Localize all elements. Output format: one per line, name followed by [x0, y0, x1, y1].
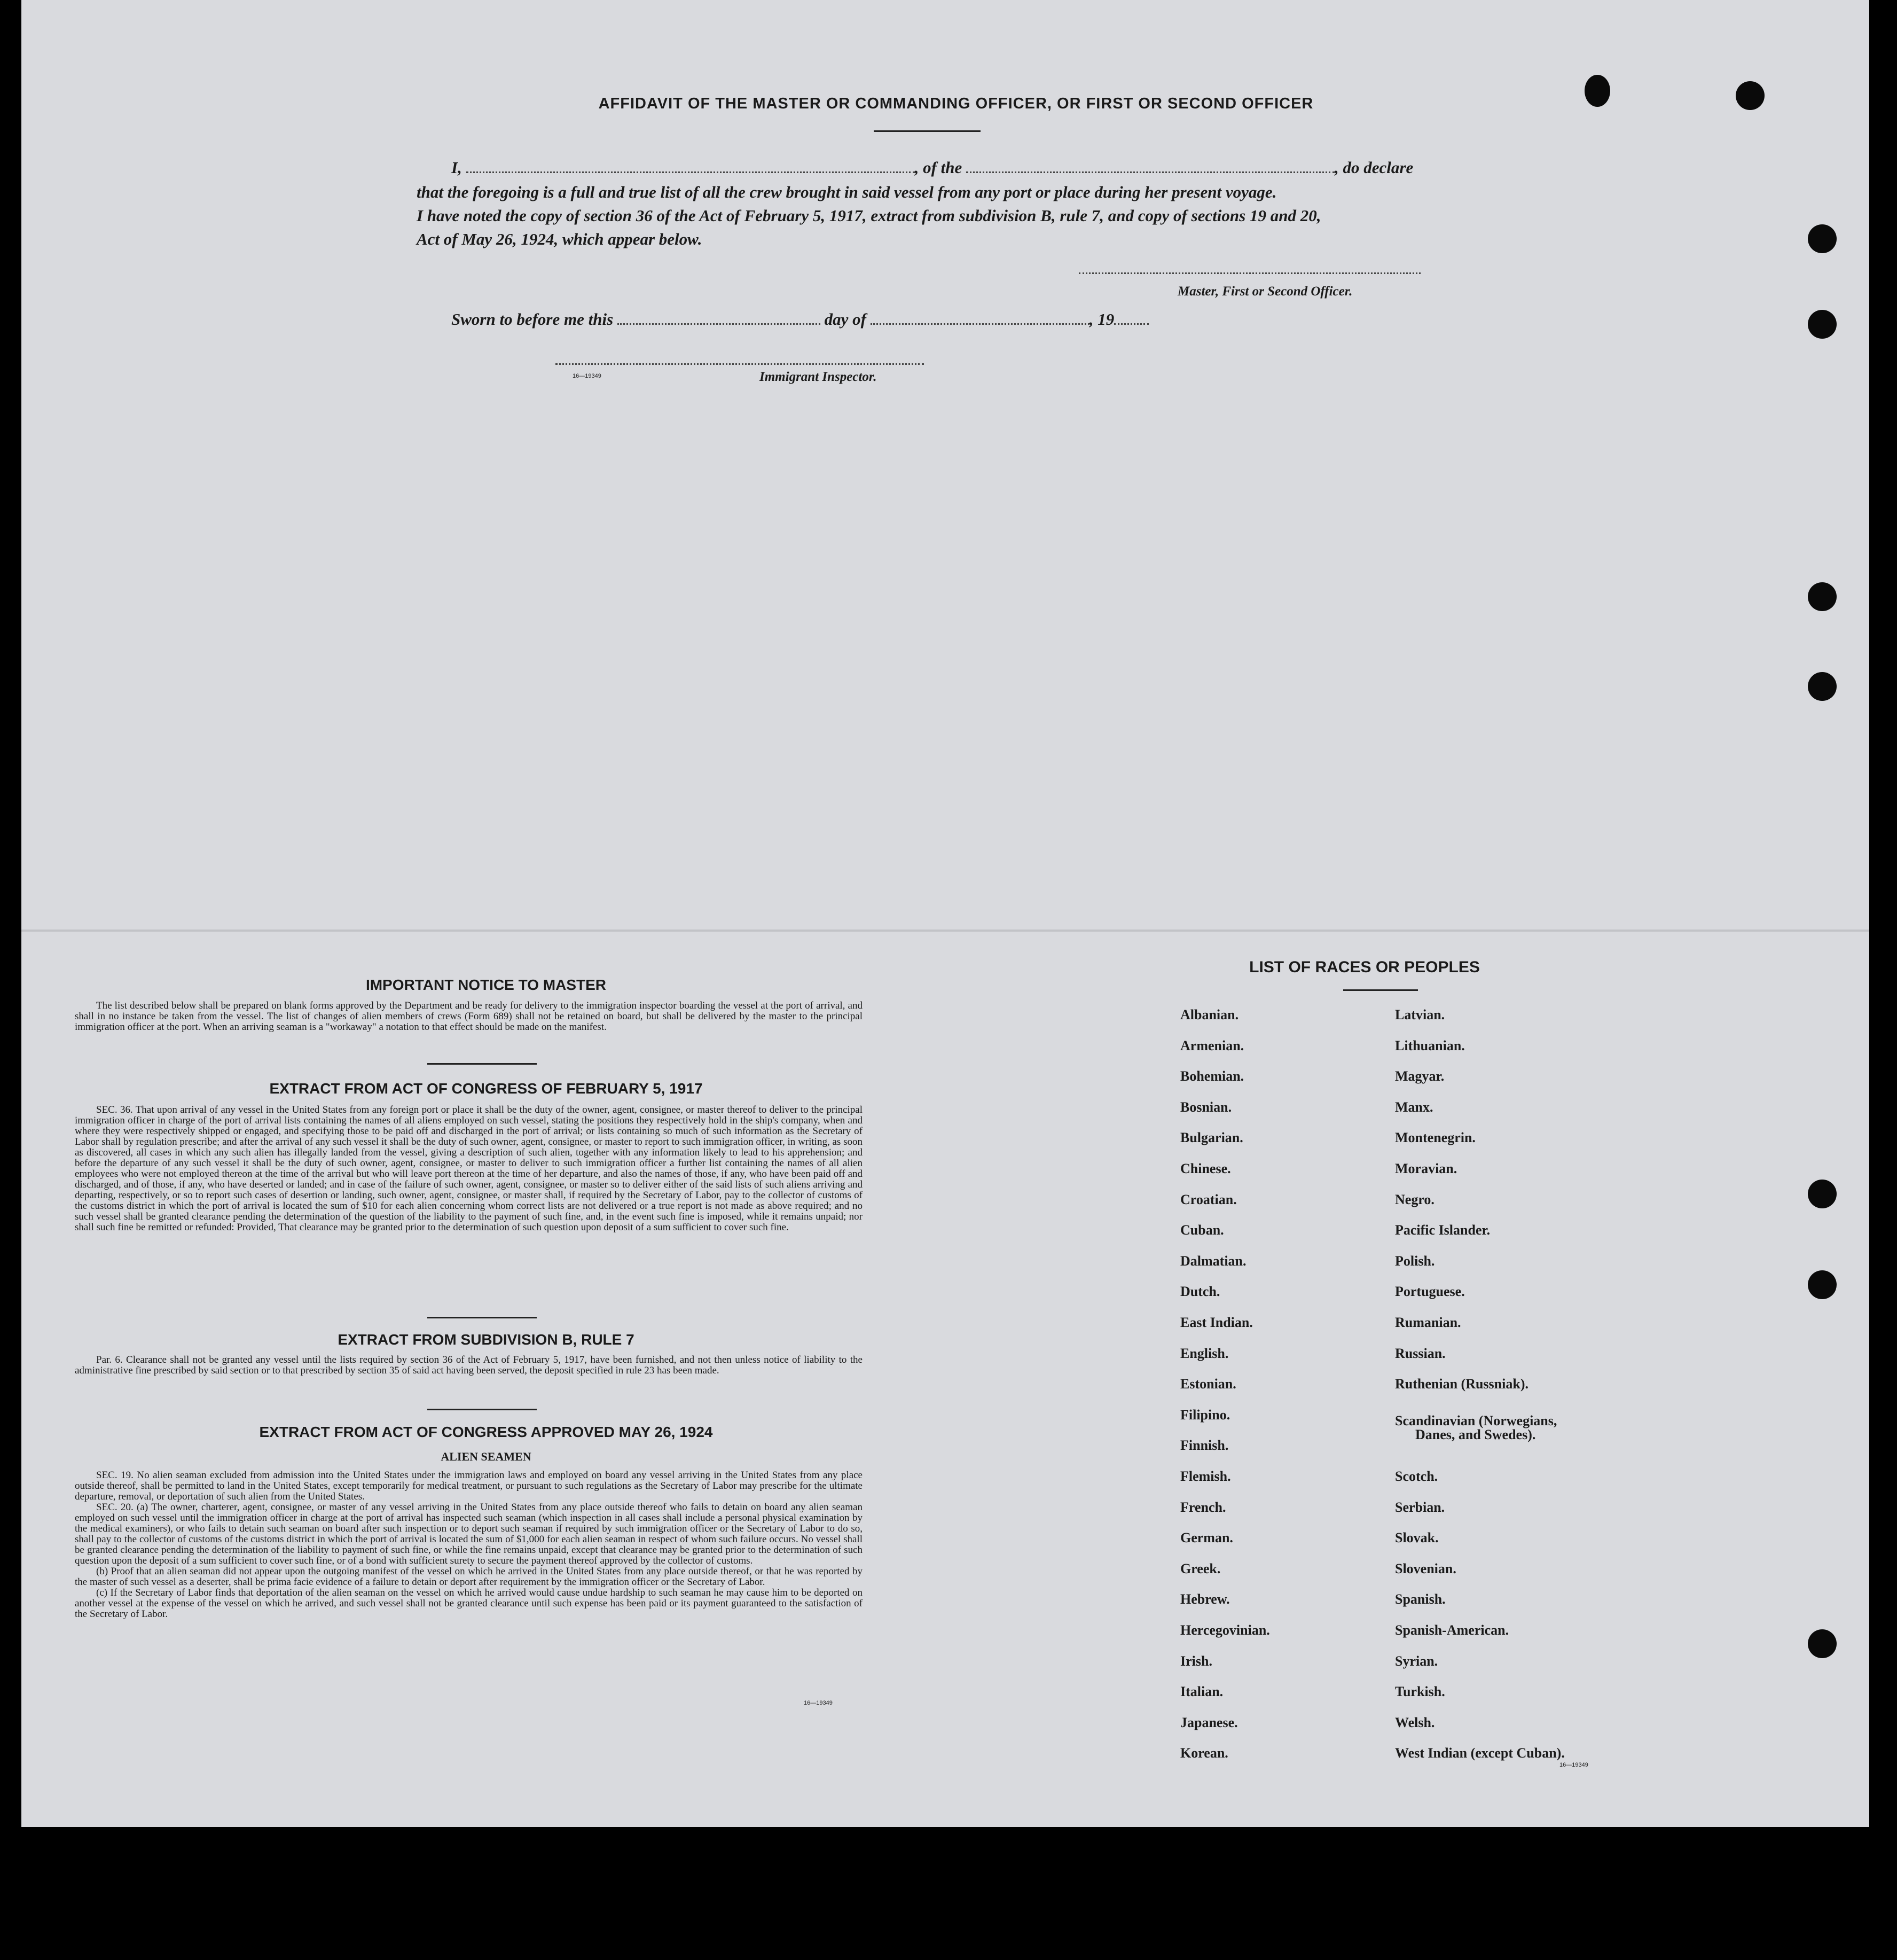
race-item: Bohemian.: [1180, 1068, 1244, 1084]
race-item: Lithuanian.: [1395, 1038, 1465, 1053]
race-item: Dalmatian.: [1180, 1253, 1247, 1269]
sec20c-paragraph: (c) If the Secretary of Labor finds that deportation of the alien seaman on the vessel on which he arrived would cause undue hardship to such seaman he may cause him to be deported on another vessel at the expense of the vessel on which he arrived, and such vessel shall not be granted clearance until such expense has been paid or its payment guaranteed to the satisfaction of the Secretary of Labor.: [75, 1587, 863, 1620]
punch-hole: [1808, 1270, 1837, 1299]
race-item: Moravian.: [1395, 1161, 1457, 1176]
race-item: Estonian.: [1180, 1376, 1236, 1392]
punch-hole: [1808, 1180, 1837, 1208]
race-item: Bulgarian.: [1180, 1130, 1243, 1145]
race-item: French.: [1180, 1500, 1226, 1515]
race-item: Armenian.: [1180, 1038, 1244, 1053]
sec20b-paragraph: (b) Proof that an alien seaman did not appear upon the outgoing manifest of the vessel on which he arrived in the United States from any place outside thereof, or that he was reported by the master of such vessel as a deserter, shall be prima facie evidence of a failure to detain or deport after requirement by the immigration officer or the Secretary of Labor.: [75, 1566, 863, 1588]
race-item: Irish.: [1180, 1653, 1212, 1669]
affidavit-of-the: , of the: [914, 158, 962, 177]
extract1924-title: EXTRACT FROM ACT OF CONGRESS APPROVED MAY 26, 1924: [259, 1424, 713, 1440]
extract1924-subtitle: ALIEN SEAMEN: [441, 1450, 531, 1463]
affidavit-line4: Act of May 26, 1924, which appear below.: [417, 230, 702, 248]
punch-hole: [1808, 224, 1837, 253]
affidavit-line1: [451, 158, 1455, 177]
sec36-paragraph: SEC. 36. That upon arrival of any vessel in the United States from any foreign port or place it shall be the duty of the owner, agent, consignee, or master thereof to deliver to the principal immigration officer in charge of the port of arrival lists containing the names of all aliens employed on such vessel, stating the positions they respectively hold in the ship's company, when and where they were respectively shipped or engaged, and specifying those to be paid off and discharged in the port of arrival; or lists containing so much of such information as the Secretary of Labor shall by regulation prescribe; and after the arrival of any such vessel it shall be the duty of such owner, agent, consignee, or master to report to such immigration officer, in writing, as soon as discovered, all cases in which any such alien has illegally landed from the vessel, giving a description of such alien, together with any information likely to lead to his apprehension; and before the departure of any such vessel it shall be the duty of such owner, agent, consignee, or master to deliver to such immigration officer a further list containing the names of all alien employees who were not employed thereon at the time of the arrival but who will leave port thereon at the time of her departure, and also the names of those, if any, who have been paid off and discharged, and of those, if any, who have deserted or landed; and in case of the failure of such owner, agent, consignee, or master so to deliver either of the said lists of such aliens arriving and departing, respectively, or so to report such cases of desertion or landing, such owner, agent, consignee, or master shall, if required by the Secretary of Labor, pay to the collector of customs of the customs district in which the port of arrival is located the sum of $10 for each alien concerning whom correct lists are not delivered or a true report is not made as above required; and no such vessel shall be granted clearance pending the determination of the question of the liability to the payment of such fine, and, in the event such fine is imposed, while it remains unpaid; nor shall such fine be remitted or refunded: Provided, That clearance may be granted prior to the determination of such question upon deposit of a sum sufficient to cover such fine.: [75, 1104, 863, 1233]
affidavit-i: I,: [451, 158, 462, 177]
race-item: Syrian.: [1395, 1653, 1438, 1669]
affidavit-line2: that the foregoing is a full and true list of all the crew brought in said vessel from any port or place during her present voyage.: [417, 183, 1277, 201]
race-item: Scotch.: [1395, 1469, 1438, 1484]
race-item: West Indian (except Cuban).: [1395, 1745, 1565, 1761]
inspector-signature-blank[interactable]: [555, 363, 924, 365]
notice-text: [75, 1001, 863, 1033]
sec20a-paragraph: SEC. 20. (a) The owner, charterer, agent, consignee, or master of any vessel arriving in the United States from any place outside thereof who fails to detain on board any alien seaman employed on such vessel until the immigration officer in charge at the port of arrival has inspected such seaman (which inspection in all cases shall include a personal physical examination by the medical examiners), or who fails to detain such seaman on board after such inspection or to deport such seaman if required by such immigration officer or the Secretary of Labor to do so, shall pay to the collector of customs of the customs district in which the port of arrival is located the sum of $1,000 for each alien seaman in respect of whom such failure occurs. No vessel shall be granted clearance pending the determination of the liability to payment of such fine, or while the fine remains unpaid, except that clearance may be granted prior to the determination of such question upon the deposit of a sum sufficient to cover such fine, or of a bond with sufficient surety to secure the payment thereof approved by the collector of customs.: [75, 1502, 863, 1566]
notice-paragraph: The list described below shall be prepared on blank forms approved by the Department and be ready for delivery to the immigration inspector boarding the vessel at the port of arrival, and shall in no instance be taken from the vessel. The list of changes of alien members of crews (Form 689) shall not be retained on board, but shall be delivered by the master to the principal immigration officer at the port. When an arriving seaman is a "workaway" a notation to that effect should be made on the manifest.: [75, 1000, 863, 1033]
race-item: Albanian.: [1180, 1007, 1239, 1022]
year-blank[interactable]: [1114, 323, 1149, 325]
race-item: Pacific Islander.: [1395, 1222, 1491, 1238]
race-item: Dutch.: [1180, 1284, 1220, 1299]
title-underline: [874, 130, 981, 132]
race-item: Slovak.: [1395, 1530, 1439, 1545]
extract1917-title: EXTRACT FROM ACT OF CONGRESS OF FEBRUARY 5, 1917: [269, 1080, 703, 1097]
sec19-paragraph: SEC. 19. No alien seaman excluded from admission into the United States under the immigration laws and employed on board any vessel arriving in the United States from any place outside thereof, shall be permitted to land in the United States, except temporarily for medical treatment, or pursuant to such regulations as the Secretary of Labor may prescribe for the ultimate departure, removal, or deportation of such alien from the United States.: [75, 1470, 863, 1502]
race-item: Latvian.: [1395, 1007, 1445, 1022]
race-item: Cuban.: [1180, 1222, 1224, 1238]
race-item: Greek.: [1180, 1561, 1221, 1576]
rule7-title: EXTRACT FROM SUBDIVISION B, RULE 7: [338, 1331, 634, 1348]
race-item: Filipino.: [1180, 1407, 1230, 1423]
race-item: Finnish.: [1180, 1438, 1229, 1453]
race-item: Serbian.: [1395, 1500, 1445, 1515]
race-item: Welsh.: [1395, 1715, 1435, 1730]
punch-hole: [1736, 81, 1765, 110]
sworn-label: Sworn to before me this: [451, 310, 614, 329]
affidavit-line3: I have noted the copy of section 36 of the Act of February 5, 1917, extract from subdivision B, rule 7, and copy of sections 19 and 20,: [417, 206, 1321, 225]
race-item: Ruthenian (Russniak).: [1395, 1376, 1528, 1392]
race-item: Chinese.: [1180, 1161, 1231, 1176]
race-item: Bosnian.: [1180, 1099, 1232, 1115]
race-item: Spanish.: [1395, 1591, 1446, 1607]
race-item: Japanese.: [1180, 1715, 1238, 1730]
form-number: 16—19349: [804, 1700, 833, 1706]
signature-label: Master, First or Second Officer.: [1178, 284, 1353, 299]
punch-hole: [1585, 75, 1610, 107]
vessel-blank[interactable]: [966, 171, 1335, 173]
sworn-line: [451, 310, 1149, 329]
race-item: Spanish-American.: [1395, 1622, 1509, 1638]
race-item: Rumanian.: [1395, 1315, 1461, 1330]
race-item: English.: [1180, 1346, 1229, 1361]
races-title: LIST OF RACES OR PEOPLES: [1249, 958, 1480, 976]
race-item: Flemish.: [1180, 1469, 1231, 1484]
divider: [427, 1409, 537, 1410]
affidavit-declare: , do declare: [1335, 158, 1414, 177]
race-item: Hebrew.: [1180, 1591, 1230, 1607]
extract1924-text: [75, 1470, 863, 1620]
race-item: Hercegovinian.: [1180, 1622, 1270, 1638]
divider: [427, 1063, 537, 1065]
name-blank[interactable]: [466, 171, 915, 173]
race-item: Magyar.: [1395, 1068, 1445, 1084]
race-item: Russian.: [1395, 1346, 1446, 1361]
divider: [1343, 989, 1418, 991]
race-item: Korean.: [1180, 1745, 1228, 1761]
month-blank[interactable]: [871, 323, 1089, 325]
race-item: Portuguese.: [1395, 1284, 1465, 1299]
race-item: Manx.: [1395, 1099, 1433, 1115]
fold-line: [21, 930, 1869, 932]
extract1917-text: [75, 1105, 863, 1233]
race-item: Croatian.: [1180, 1192, 1237, 1207]
race-item: Slovenian.: [1395, 1561, 1456, 1576]
race-item: Danes, and Swedes).: [1415, 1427, 1536, 1442]
punch-hole: [1808, 672, 1837, 701]
punch-hole: [1808, 1629, 1837, 1658]
punch-hole: [1808, 310, 1837, 339]
punch-hole: [1808, 582, 1837, 611]
race-item: Turkish.: [1395, 1684, 1445, 1699]
race-item: Italian.: [1180, 1684, 1224, 1699]
sworn-day-blank[interactable]: [617, 323, 820, 325]
form-number: 16—19349: [573, 373, 601, 379]
rule7-text: [75, 1355, 863, 1376]
race-item: German.: [1180, 1530, 1233, 1545]
inspector-label: Immigrant Inspector.: [759, 370, 877, 384]
par6-paragraph: Par. 6. Clearance shall not be granted any vessel until the lists required by section 36 of the Act of February 5, 1917, have been furnished, and not then unless notice of liability to the administrative fine prescribed by said section or to that prescribed by section 35 of said act having been served, the deposit specified in rule 23 has been made.: [75, 1354, 863, 1376]
race-item: East Indian.: [1180, 1315, 1253, 1330]
day-of-label: day of: [824, 310, 866, 329]
form-number: 16—19349: [1559, 1762, 1588, 1768]
race-item: Negro.: [1395, 1192, 1434, 1207]
race-item: Scandinavian (Norwegians,: [1395, 1413, 1557, 1428]
race-item: Polish.: [1395, 1253, 1435, 1269]
divider: [427, 1317, 537, 1318]
notice-title: IMPORTANT NOTICE TO MASTER: [365, 977, 607, 993]
signature-blank[interactable]: [1079, 272, 1421, 274]
affidavit-title: AFFIDAVIT OF THE MASTER OR COMMANDING OFFICER, OR FIRST OR SECOND OFFICER: [598, 95, 1314, 112]
year-label: , 19: [1089, 310, 1115, 329]
race-item: Montenegrin.: [1395, 1130, 1476, 1145]
